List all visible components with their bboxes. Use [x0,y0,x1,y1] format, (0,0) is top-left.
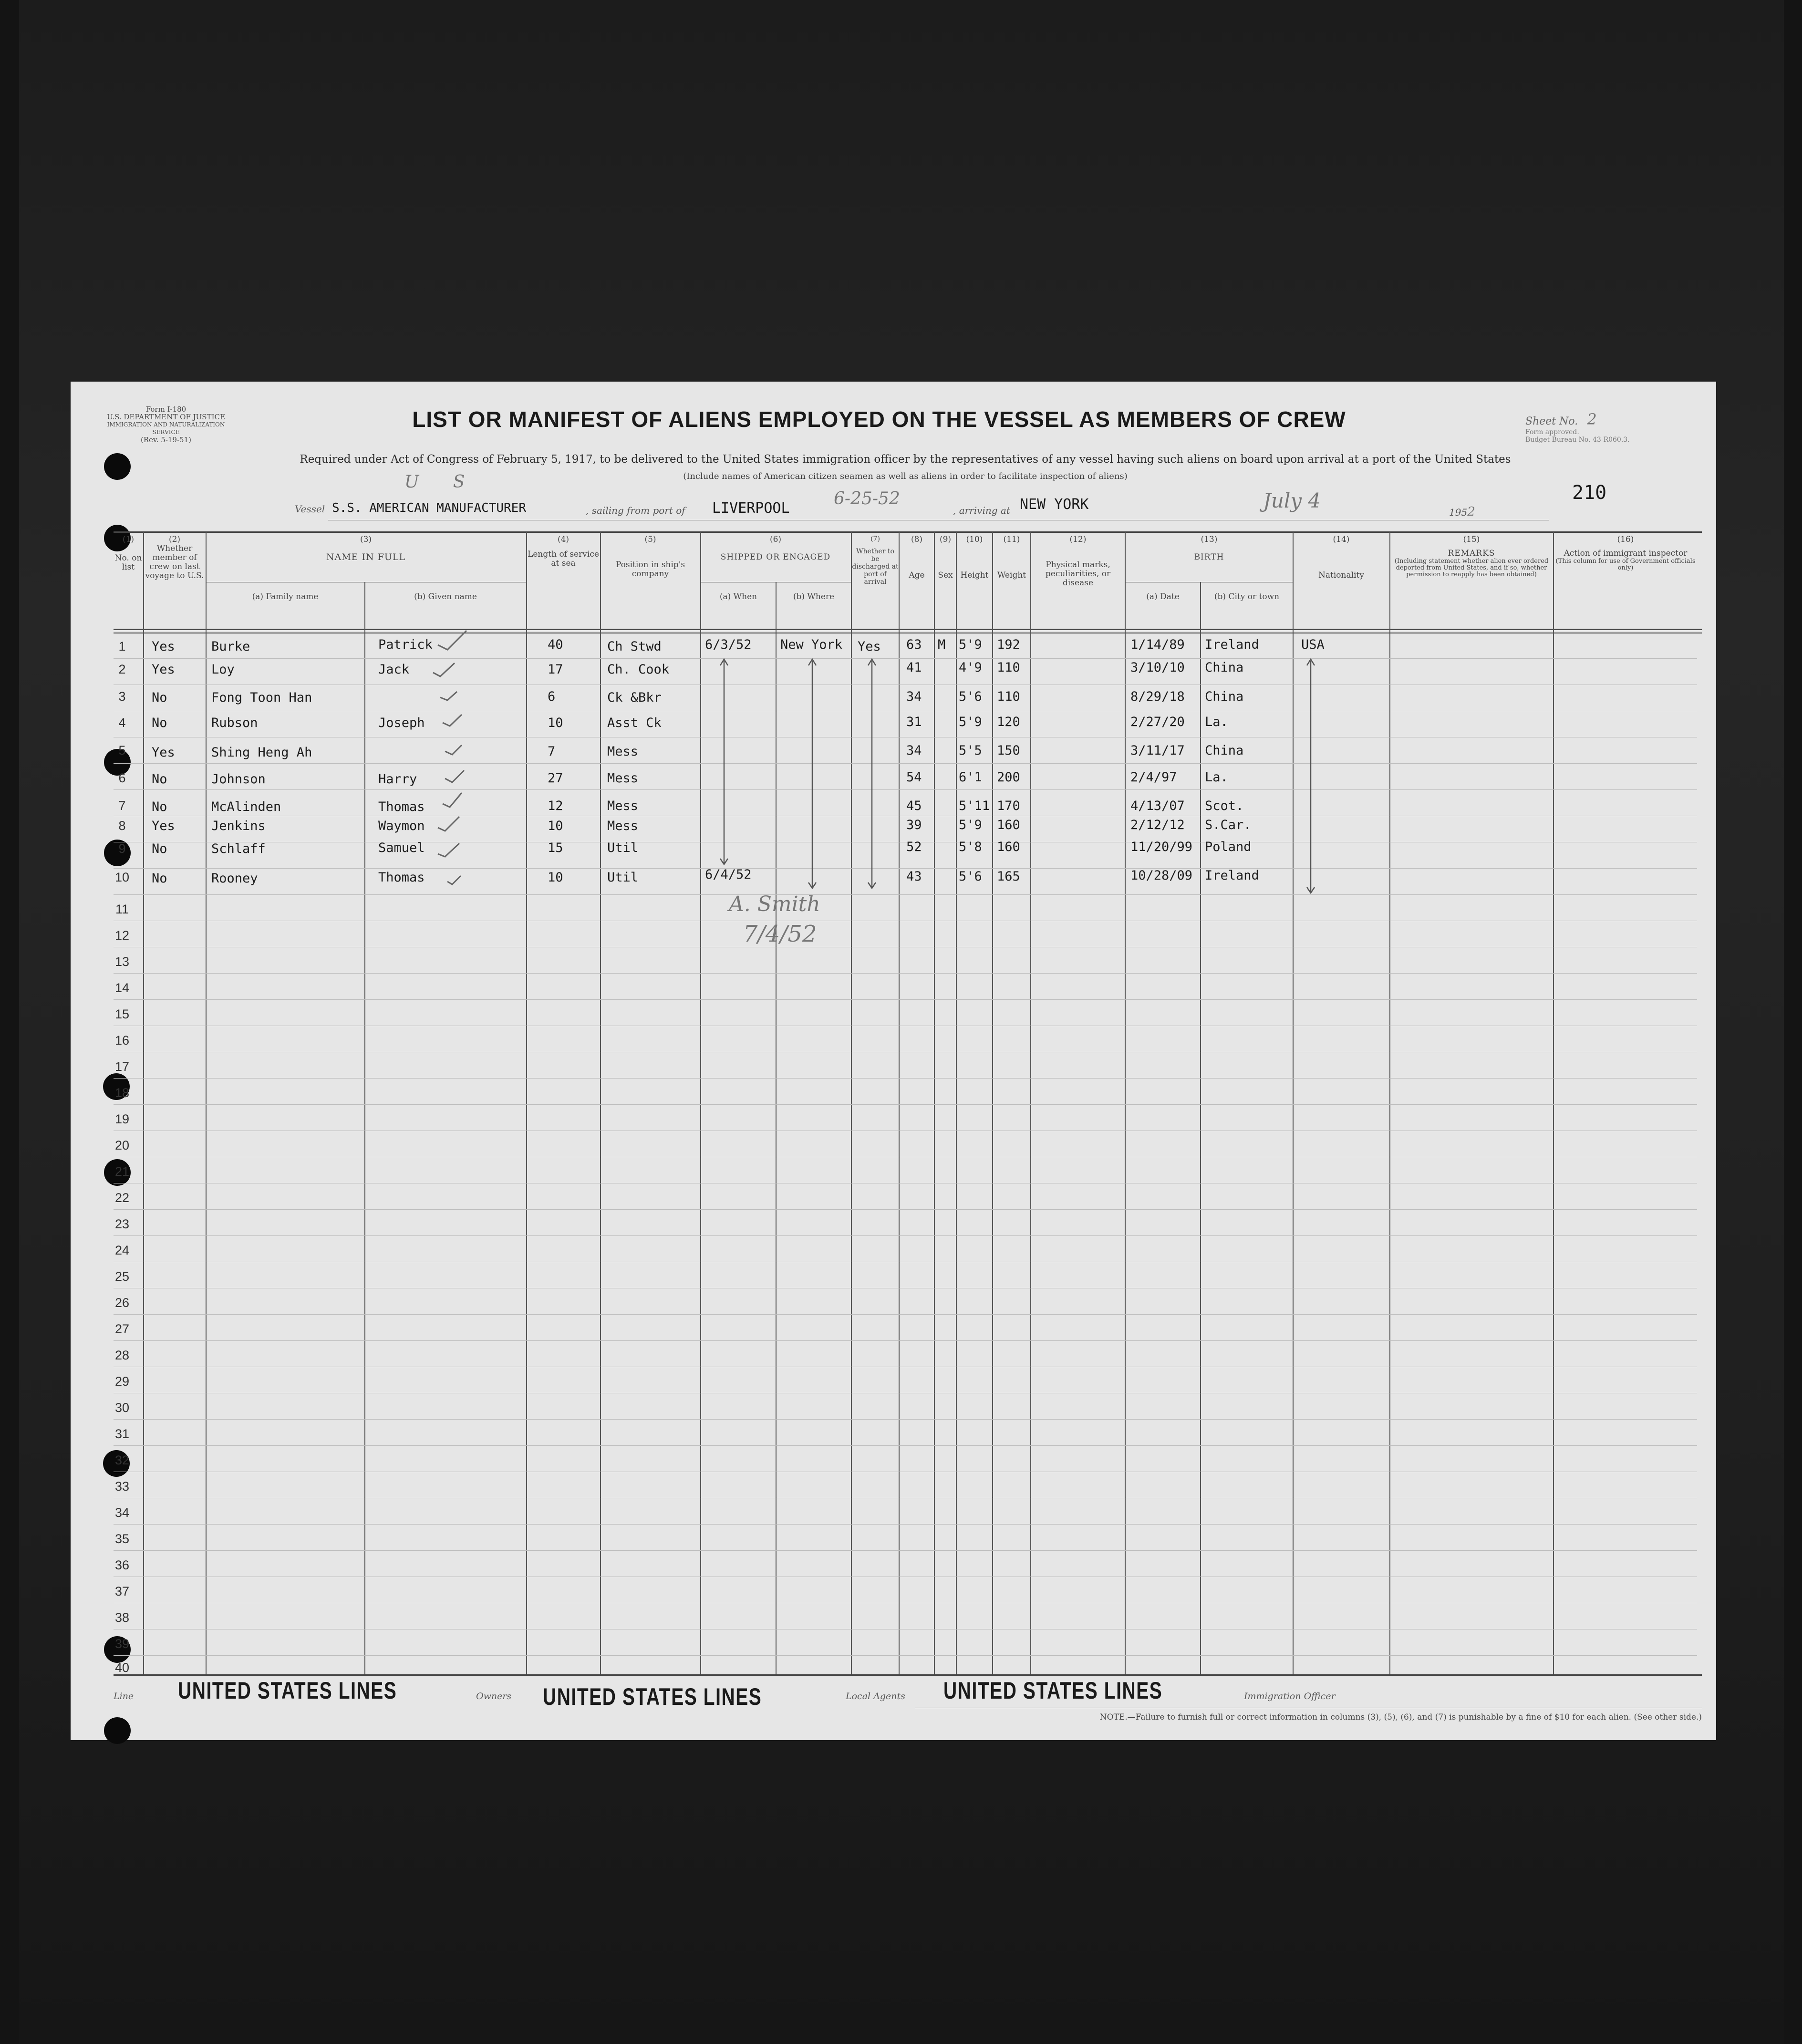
col1-number: (1) [122,535,135,544]
owners-label: Owners [476,1691,512,1702]
col16-number: (16) [1617,535,1634,544]
line-number: 13 [114,955,130,969]
position: Mess [607,771,639,786]
col3a-header: (a) Family name [252,592,319,602]
previous-voyage: Yes [152,639,175,654]
birth-date: 8/29/18 [1130,689,1185,704]
height: 5'5 [959,743,982,758]
col8-header: Age [909,571,925,580]
line-number: 36 [114,1558,130,1572]
line-number: 15 [114,1007,130,1021]
position: Ch Stwd [607,639,662,654]
given-name: Jack [378,662,410,677]
form-subtitle: Required under Act of Congress of February 5, 1917, to be delivered to the United States immigration officer by the representatives of any vessel having such aliens on board upon arrival at a port of the United States [300,453,1511,466]
service-label: IMMIGRATION AND NATURALIZATION SERVICE [107,421,225,436]
col13b-header: (b) City or town [1214,592,1280,602]
sailing-label: , sailing from port of [586,505,685,516]
line-number: 35 [114,1532,130,1546]
col16-note: (This column for use of Government officials only) [1555,558,1696,571]
row-number: 3 [118,689,126,704]
position: Ch. Cook [607,662,670,677]
nationality: USA [1301,637,1325,652]
previous-voyage: No [152,841,167,856]
col8-number: (8) [911,535,923,544]
height: 5'8 [959,840,982,854]
family-name: Fong Toon Han [211,690,312,705]
position: Mess [607,819,639,833]
height: 6'1 [959,770,982,785]
weight: 165 [997,869,1020,884]
row-number: 9 [118,841,126,856]
weight: 110 [997,660,1020,675]
departure-port: LIVERPOOL [712,500,790,517]
form-title: LIST OR MANIFEST OF ALIENS EMPLOYED ON THE VESSEL AS MEMBERS OF CREW [412,407,1346,432]
line-number: 38 [114,1610,130,1625]
service-length: 6 [548,689,556,704]
immigration-officer-label: Immigration Officer [1244,1691,1336,1702]
col6-header: SHIPPED OR ENGAGED [720,552,831,562]
previous-voyage: Yes [152,819,175,833]
col7-header: Whether to be discharged at port of arrival [852,548,899,586]
service-length: 27 [548,771,563,786]
shipped-where: New York [780,637,843,652]
col13a-header: (a) Date [1146,592,1180,602]
penalty-note: NOTE.—Failure to furnish full or correct information in columns (3), (5), (6), and (7) is punishable by a fine of $10 for each alien. (See other side.) [1099,1712,1702,1722]
sailing-date: 6-25-52 [834,489,900,508]
col4-header: Length of service at sea [528,550,599,568]
birth-place: China [1205,743,1244,758]
col13-header: BIRTH [1194,552,1224,562]
line-number: 31 [114,1427,130,1441]
service-length: 17 [548,662,563,677]
age: 41 [906,660,922,675]
height: 5'11 [959,799,990,813]
birth-place: La. [1205,715,1228,729]
row-number: 6 [118,771,126,785]
line-stamp: UNITED STATES LINES [178,1677,397,1704]
weight: 200 [997,770,1020,785]
line-number: 16 [114,1033,130,1048]
previous-voyage: No [152,799,167,814]
birth-place: Scot. [1205,799,1244,813]
position: Mess [607,744,639,759]
birth-place: Ireland [1205,637,1259,652]
col12-header: Physical marks, peculiarities, or disease [1045,560,1111,588]
given-name: Harry [378,772,417,787]
previous-voyage: No [152,772,167,787]
line-number: 32 [114,1453,130,1467]
previous-voyage: No [152,871,167,886]
weight: 170 [997,799,1020,813]
line-number: 26 [114,1296,130,1310]
birth-place: S.Car. [1205,818,1252,832]
weight: 160 [997,818,1020,832]
col3b-header: (b) Given name [414,592,477,602]
age: 52 [906,840,922,854]
birth-place: China [1205,660,1244,675]
position: Util [607,840,639,855]
service-length: 10 [548,870,563,885]
service-length: 10 [548,819,563,833]
col2-number: (2) [168,535,181,544]
owners-stamp: UNITED STATES LINES [543,1683,762,1710]
weight: 110 [997,689,1020,704]
position: Mess [607,799,639,813]
arriving-label: , arriving at [953,505,1010,516]
col4-number: (4) [557,535,570,544]
family-name: Rooney [211,871,258,886]
line-number: 22 [114,1191,130,1205]
family-name: Johnson [211,772,266,787]
family-name: Jenkins [211,819,266,833]
col3-header: NAME IN FULL [326,552,406,562]
col1-header: No. on list [114,553,142,572]
department-label: U.S. DEPARTMENT OF JUSTICE [107,413,225,421]
col14-header: Nationality [1318,571,1364,580]
height: 5'9 [959,637,982,652]
row-number: 8 [118,819,126,833]
line-number: 24 [114,1243,130,1257]
birth-place: La. [1205,770,1228,785]
col9-header: Sex [938,571,953,580]
discharge: Yes [858,639,881,654]
previous-voyage: Yes [152,662,175,677]
given-name: Joseph [378,716,425,730]
arrival-date: July 4 [1263,489,1321,512]
col15-number: (15) [1463,535,1480,544]
given-name: Patrick [378,637,433,652]
col16-header: Action of immigrant inspector [1564,549,1688,558]
line-number: 37 [114,1584,130,1598]
col5-header: Position in ship's company [615,560,685,579]
line-number: 39 [114,1637,130,1651]
local-agents-stamp: UNITED STATES LINES [943,1677,1163,1704]
row-number: 4 [118,716,126,730]
family-name: Shing Heng Ah [211,745,312,760]
position: Asst Ck [607,716,662,730]
vessel-label: Vessel [295,503,325,515]
height: 5'6 [959,869,982,884]
previous-voyage: No [152,716,167,730]
birth-date: 4/13/07 [1130,799,1185,813]
birth-date: 1/14/89 [1130,637,1185,652]
height: 4'9 [959,660,982,675]
position: Util [607,870,639,885]
col6a-header: (a) When [719,592,757,602]
position: Ck &Bkr [607,690,662,705]
family-name: Burke [211,639,250,654]
weight: 120 [997,715,1020,729]
line-number: 20 [114,1138,130,1152]
line-number: 18 [114,1086,130,1100]
height: 5'9 [959,715,982,729]
age: 45 [906,799,922,813]
col7-number: (7) [870,535,880,543]
year-digit: 2 [1467,505,1475,519]
line-number: 30 [114,1401,130,1415]
age: 34 [906,689,922,704]
line-number: 12 [114,928,130,943]
age: 34 [906,743,922,758]
row-number: 5 [118,743,126,757]
col5-number: (5) [644,535,656,544]
line-number: 14 [114,981,130,995]
sex: M [938,637,946,652]
line-label: Line [114,1691,134,1702]
given-name: Waymon [378,819,425,833]
birth-place: China [1205,689,1244,704]
family-name: McAlinden [211,799,281,814]
family-name: Schlaff [211,841,266,856]
ditto-marks [71,382,1716,1740]
line-number: 33 [114,1479,130,1494]
col9-number: (9) [939,535,952,544]
vessel-name: S.S. AMERICAN MANUFACTURER [332,501,526,515]
line-number: 40 [114,1660,130,1675]
height: 5'6 [959,689,982,704]
given-name: Thomas [378,799,425,814]
shipped-when: 6/4/52 [705,867,752,882]
weight: 192 [997,637,1020,652]
family-name: Rubson [211,716,258,730]
weight: 150 [997,743,1020,758]
line-number: 28 [114,1348,130,1362]
family-name: Loy [211,662,235,677]
handwritten-date: 7/4/52 [743,921,817,947]
line-number: 27 [114,1322,130,1336]
row-number: 10 [114,870,130,884]
birth-date: 3/10/10 [1130,660,1185,675]
col3-number: (3) [360,535,372,544]
row-number: 1 [118,639,126,654]
line-number: 17 [114,1059,130,1074]
handwritten-initials: A. Smith [729,892,820,916]
service-length: 7 [548,744,556,759]
col10-header: Height [960,571,989,580]
col6b-header: (b) Where [793,592,835,602]
given-name: Samuel [378,840,425,855]
line-number: 34 [114,1505,130,1520]
line-number: 11 [115,902,129,916]
sheet-number: 2 [1587,410,1597,428]
line-number: 23 [114,1217,130,1231]
birth-place: Ireland [1205,868,1259,883]
birth-date: 2/27/20 [1130,715,1185,729]
row-number: 7 [118,799,126,813]
service-length: 15 [548,840,563,855]
birth-place: Poland [1205,840,1252,854]
shipped-when: 6/3/52 [705,637,752,652]
col14-number: (14) [1333,535,1350,544]
col11-number: (11) [1003,535,1020,544]
line-number: 25 [114,1269,130,1284]
previous-voyage: No [152,690,167,705]
height: 5'9 [959,818,982,832]
line-number: 19 [114,1112,130,1126]
service-length: 40 [548,637,563,652]
row-number: 2 [118,662,126,676]
age: 31 [906,715,922,729]
col6-number: (6) [769,535,782,544]
col2-header: Whether member of crew on last voyage to U.S. [145,544,204,581]
age: 54 [906,770,922,785]
form-subtitle-note: (Include names of American citizen seamen as well as aliens in order to facilitate inspection of aliens) [683,471,1128,481]
budget-bureau: Budget Bureau No. 43-R060.3. [1525,436,1630,444]
manifest-sheet [71,382,1716,1740]
year-label: 195 [1449,507,1468,518]
col15-note: (Including statement whether alien ever ordered deported from United States, and if so, whether permission to reapply has been obtained) [1394,558,1549,578]
form-number: Form I-180 [145,405,186,414]
form-approved: Form approved. [1525,428,1579,436]
service-length: 12 [548,799,563,813]
page-number: 210 [1572,482,1607,504]
service-length: 10 [548,716,563,730]
line-number: 29 [114,1374,130,1389]
age: 43 [906,869,922,884]
birth-date: 10/28/09 [1130,868,1193,883]
age: 39 [906,818,922,832]
vessel-note: U S [404,472,479,492]
col11-header: Weight [997,571,1026,580]
col15-header: REMARKS [1448,549,1495,558]
check-marks [433,631,466,884]
birth-date: 11/20/99 [1130,840,1193,854]
given-name: Thomas [378,870,425,885]
weight: 160 [997,840,1020,854]
col10-number: (10) [966,535,983,544]
line-number: 21 [114,1164,130,1179]
sheet-label: Sheet No. [1525,415,1578,427]
birth-date: 2/12/12 [1130,818,1185,832]
local-agents-label: Local Agents [846,1691,905,1702]
age: 63 [906,637,922,652]
birth-date: 3/11/17 [1130,743,1185,758]
birth-date: 2/4/97 [1130,770,1177,785]
previous-voyage: Yes [152,745,175,760]
col12-number: (12) [1069,535,1087,544]
revision-label: (Rev. 5-19-51) [141,436,191,444]
col13-number: (13) [1201,535,1218,544]
arrival-port: NEW YORK [1020,496,1089,513]
